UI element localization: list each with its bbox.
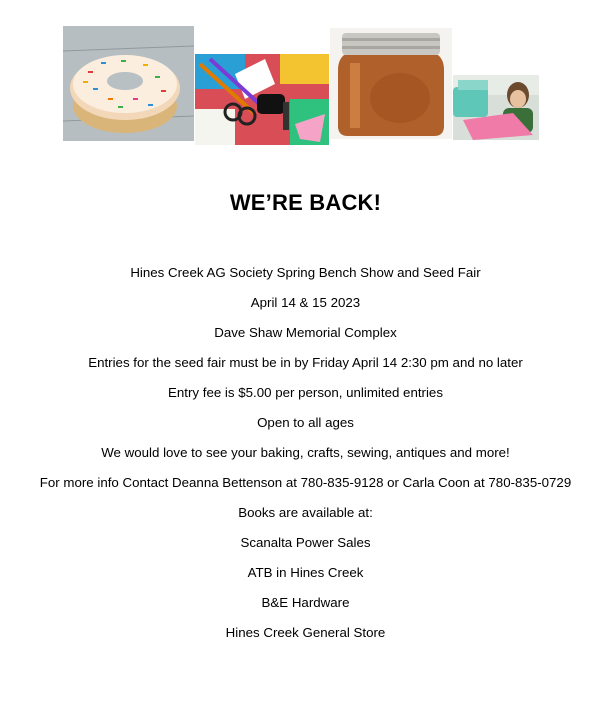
book-location: Hines Creek General Store <box>225 625 386 640</box>
craft-supplies-photo <box>195 54 329 145</box>
books-heading: Books are available at: <box>238 505 373 520</box>
book-location: Scanalta Power Sales <box>240 535 371 550</box>
jam-jar-photo <box>330 28 452 139</box>
age-eligibility: Open to all ages <box>257 415 354 430</box>
book-location: B&E Hardware <box>261 595 350 610</box>
event-name: Hines Creek AG Society Spring Bench Show and Seed Fair <box>130 265 481 280</box>
contact-info: For more info Contact Deanna Bettenson at 780-835-9128 or Carla Coon at 780-835-0729 <box>39 475 572 490</box>
book-location: ATB in Hines Creek <box>247 565 364 580</box>
sprinkle-donut-photo <box>63 26 194 141</box>
entry-fee: Entry fee is $5.00 per person, unlimited entries <box>168 385 443 400</box>
event-venue: Dave Shaw Memorial Complex <box>214 325 397 340</box>
event-dates: April 14 & 15 2023 <box>250 295 361 310</box>
categories-invite: We would love to see your baking, crafts, sewing, antiques and more! <box>101 445 510 460</box>
entry-deadline: Entries for the seed fair must be in by Friday April 14 2:30 pm and no later <box>88 355 523 370</box>
event-details <box>0 263 611 653</box>
girl-sewing-photo <box>453 75 539 140</box>
page-title: WE’RE BACK! <box>229 190 382 215</box>
